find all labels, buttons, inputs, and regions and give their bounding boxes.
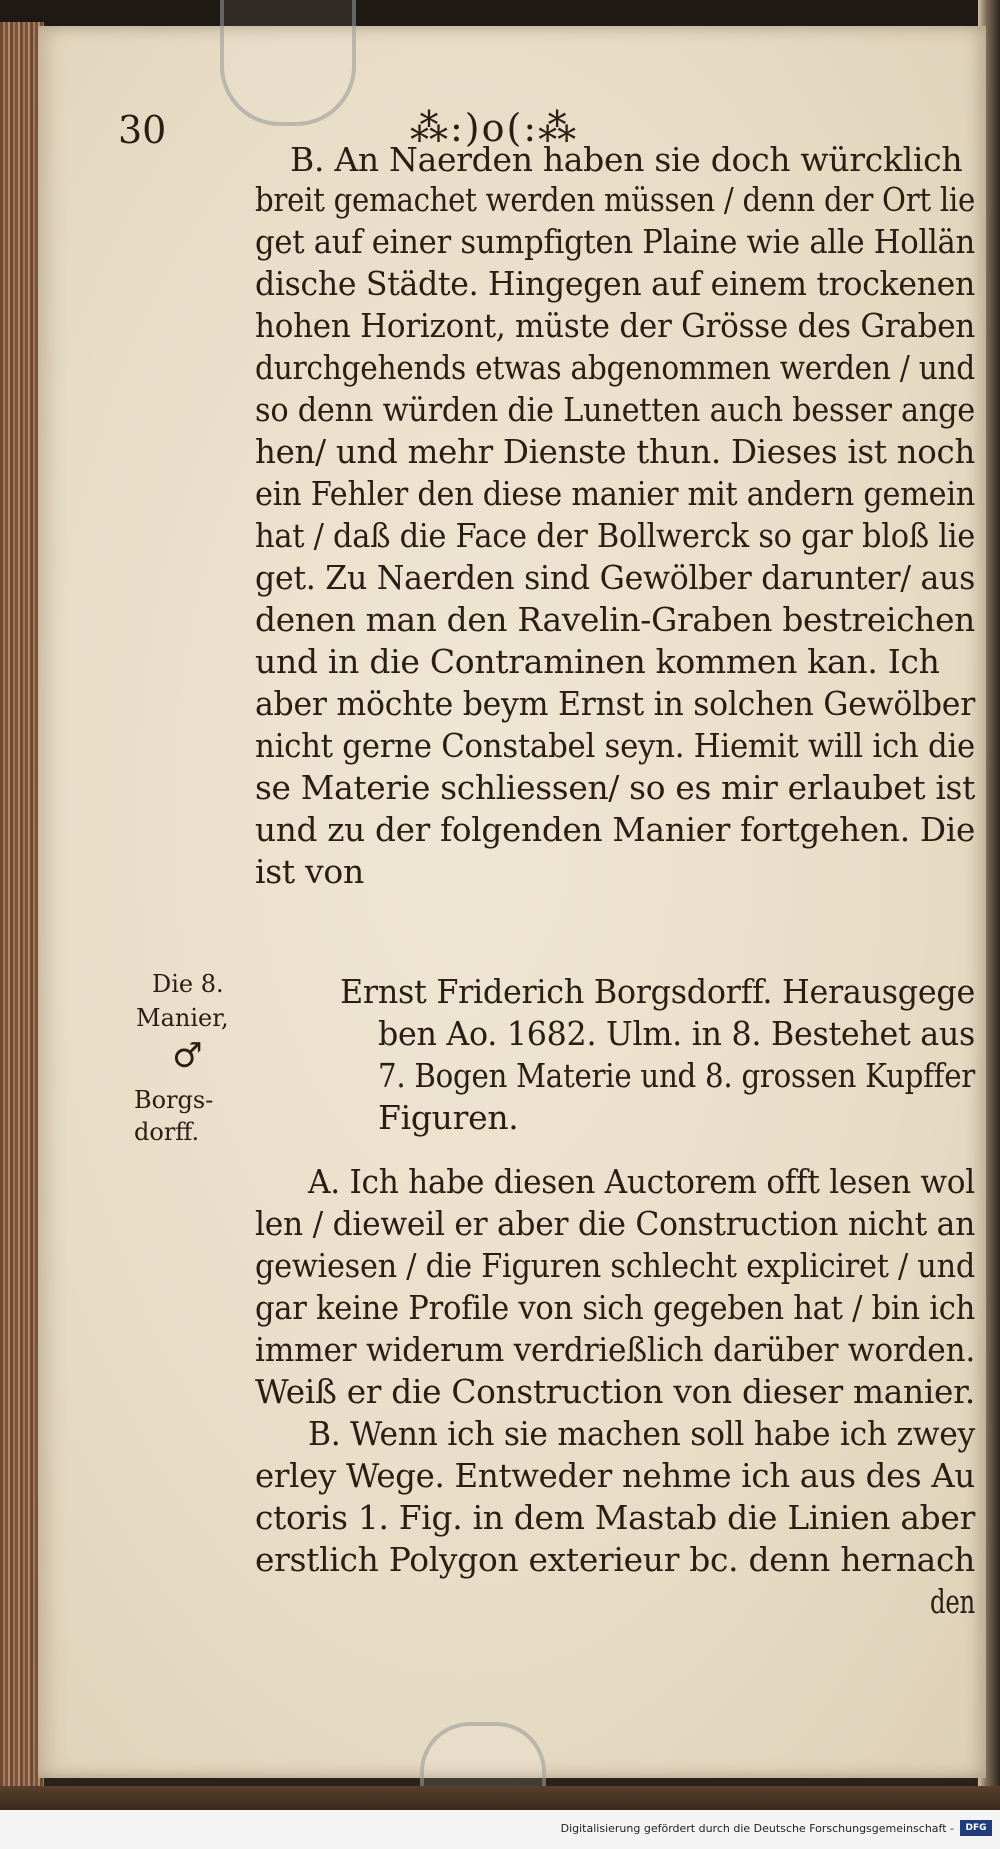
margin-note-line: Manier, xyxy=(136,1004,229,1032)
text-line: und zu der folgenden Manier fortgehen. Die xyxy=(255,810,975,849)
dialogue-line: erley Wege. Entweder nehme ich aus des Au xyxy=(255,1456,975,1495)
dialogue-line: A. Ich habe diesen Auctorem offt lesen wol xyxy=(308,1162,975,1201)
entry-line: ben Ao. 1682. Ulm. in 8. Bestehet aus xyxy=(378,1014,975,1053)
running-head-ornament: ⁂:)o(:⁂ xyxy=(410,106,579,150)
glass-clip-top xyxy=(220,0,356,126)
dialogue-line: immer widerum verdrießlich darüber worden. xyxy=(255,1330,975,1369)
dfg-logo-icon: DFG xyxy=(960,1820,992,1836)
text-line: se Materie schliessen/ so es mir erlaubet ist xyxy=(255,768,975,807)
text-line: hat / daß die Face der Bollwerck so gar bloß lie xyxy=(255,516,975,555)
text-line: get. Zu Naerden sind Gewölber darunter/ aus xyxy=(255,558,975,597)
catchword: den xyxy=(930,1582,975,1621)
margin-note-line: dorff. xyxy=(134,1118,200,1146)
footer-credit-text: Digitalisierung gefördert durch die Deutsche Forschungsgemeinschaft - xyxy=(560,1822,954,1835)
digitization-footer xyxy=(0,1810,1000,1849)
mars-symbol-icon: ♂ xyxy=(172,1036,203,1076)
text-line: und in die Contraminen kommen kan. Ich xyxy=(255,642,940,681)
text-line: durchgehends etwas abgenommen werden / und xyxy=(255,348,975,387)
entry-line: Figuren. xyxy=(378,1098,519,1137)
dialogue-line: len / dieweil er aber die Construction nicht an xyxy=(255,1204,975,1243)
text-line: ist von xyxy=(255,852,364,891)
entry-line: Ernst Friderich Borgsdorff. Herausgege xyxy=(340,972,975,1011)
text-line: ein Fehler den diese manier mit andern gemein xyxy=(255,474,975,513)
page-number: 30 xyxy=(118,108,167,152)
text-line: get auf einer sumpfigten Plaine wie alle Hollän xyxy=(255,222,975,261)
text-line: so denn würden die Lunetten auch besser ange xyxy=(255,390,975,429)
bottom-dark-band xyxy=(0,1786,1000,1810)
text-line: hohen Horizont, müste der Grösse des Graben xyxy=(255,306,975,345)
margin-note-line: Die 8. xyxy=(152,970,224,998)
dialogue-line: gar keine Profile von sich gegeben hat / bin ich xyxy=(255,1288,975,1327)
entry-line: 7. Bogen Materie und 8. grossen Kupffer xyxy=(378,1056,975,1095)
dialogue-line: B. Wenn ich sie machen soll habe ich zwey xyxy=(308,1414,975,1453)
dialogue-line: erstlich Polygon exterieur bc. denn hernach xyxy=(255,1540,975,1579)
dialogue-line: ctoris 1. Fig. in dem Mastab die Linien aber xyxy=(255,1498,975,1537)
margin-note-line: Borgs- xyxy=(134,1086,214,1114)
text-line: B. An Naerden haben sie doch würcklich xyxy=(290,140,963,179)
dialogue-line: gewiesen / die Figuren schlecht expliciret / und xyxy=(255,1246,975,1285)
text-line: nicht gerne Constabel seyn. Hiemit will ich die xyxy=(255,726,975,765)
text-line: aber möchte beym Ernst in solchen Gewölber xyxy=(255,684,975,723)
text-line: dische Städte. Hingegen auf einem trockenen xyxy=(255,264,975,303)
text-line: denen man den Ravelin-Graben bestreichen xyxy=(255,600,975,639)
text-line: breit gemachet werden müssen / denn der Ort lie xyxy=(255,180,975,219)
text-line: hen/ und mehr Dienste thun. Dieses ist noch xyxy=(255,432,975,471)
dialogue-line: Weiß er die Construction von dieser manier. xyxy=(255,1372,975,1411)
